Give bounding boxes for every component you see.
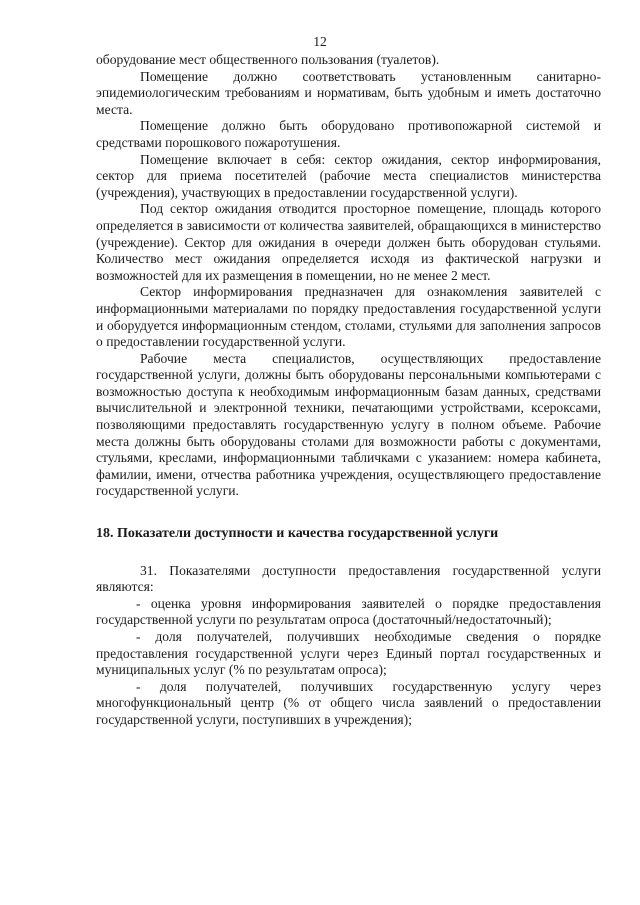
paragraph: Помещение должно быть оборудовано противопожарной системой и средствами порошкового пожаротушения. xyxy=(96,118,601,150)
numbered-paragraph: 31. Показателями доступности предоставления государственной услуги являются: xyxy=(96,562,601,595)
paragraph: Помещение должно соответствовать установленным санитарно-эпидемиологическим требованиям и нормативам, быть удобным и иметь достаточно места. xyxy=(96,68,601,117)
paragraph: Рабочие места специалистов, осуществляющих предоставление государственной услуги, должны быть оборудованы персональными компьютерами с возможностью доступа к необходимым информационным базам данных, средствами вычислительной и электронной техники, печатающими устройствами, ксероксами, позволяющими предоставлять государственную услугу в полном объеме. Рабочие места должны быть оборудованы столами для возможности работы с документами, стульями, креслами, информационными табличками с указанием: номера кабинета, фамилии, имени, отчества работника учреждения, осуществляющего предоставление государственной услуги. xyxy=(96,350,601,499)
paragraph: Под сектор ожидания отводится просторное помещение, площадь которого определяется в зависимости от количества заявителей, обращающихся в министерство (учреждение). Сектор для ожидания в очереди должен быть оборудован стульями. Количество мест ожидания определяется исходя из фактической нагрузки и возможностей для их размещения в помещении, но не менее 2 мест. xyxy=(96,201,601,283)
page-number: 12 xyxy=(313,34,327,49)
list-item: - доля получателей, получивших государственную услугу через многофункциональный центр (% от общего числа заявлений о предоставлении государственной услуги, поступивших в учреждения); xyxy=(96,678,601,727)
list-item: - доля получателей, получивших необходимые сведения о порядке предоставления государственной услуги через Единый портал государственных и муниципальных услуг (% по результатам опроса); xyxy=(96,629,601,678)
paragraph: оборудование мест общественного пользования (туалетов). xyxy=(96,52,440,67)
document-body xyxy=(96,52,601,729)
list-item: - оценка уровня информирования заявителей о порядке предоставления государственной услуги по результатам опроса (достаточный/недостаточный); xyxy=(96,595,601,628)
paragraph: Сектор информирования предназначен для ознакомления заявителей с информационными материалами по порядку предоставления государственной услуги и оборудуется информационным стендом, столами, стульями для заполнения запросов о предоставлении государственной услуги. xyxy=(96,284,601,350)
paragraph: Помещение включает в себя: сектор ожидания, сектор информирования, сектор для приема посетителей (рабочие места специалистов министерства (учреждения), участвующих в предоставлении государственной услуги). xyxy=(96,151,601,200)
section-heading: 18. Показатели доступности и качества государственной услуги xyxy=(96,526,499,542)
